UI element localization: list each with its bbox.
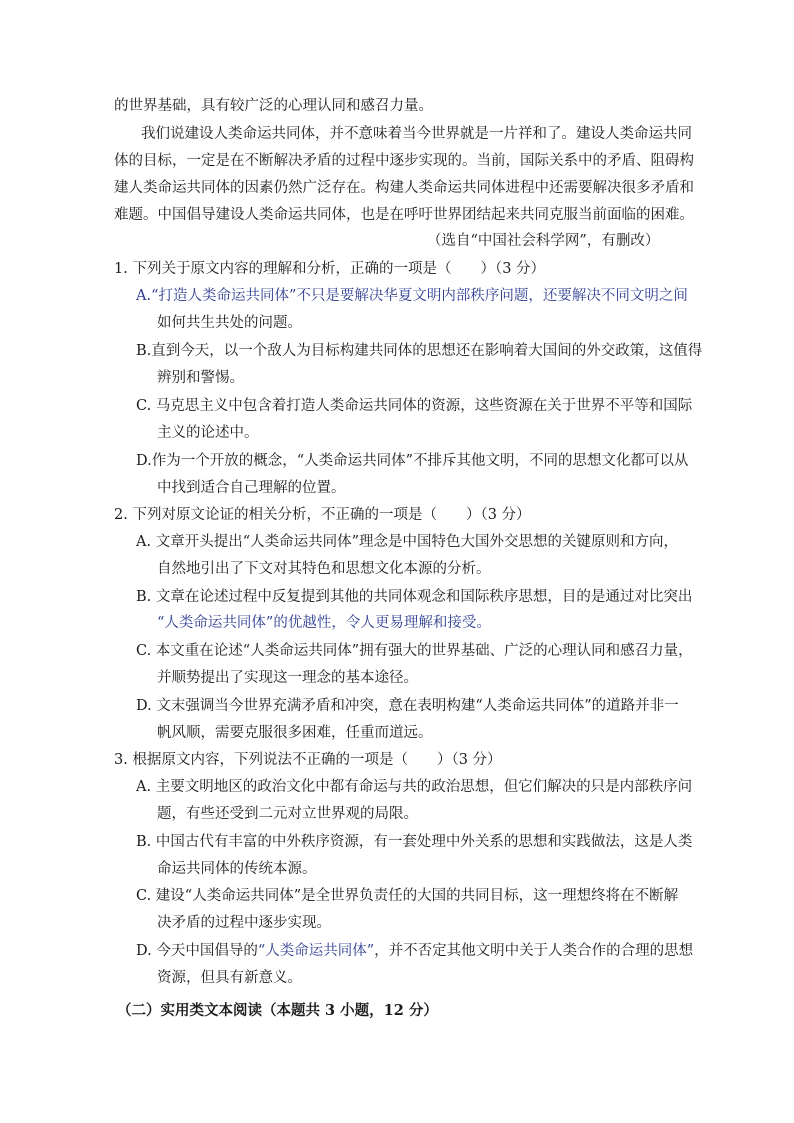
question-2-option-c: C. 本文重在论述“人类命运共同体”拥有强大的世界基础、广泛的心理认同和感召力量，	[136, 643, 693, 659]
passage-line: 我们说建设人类命运共同体，并不意味着当今世界就是一片祥和了。建设人类命运共同	[141, 126, 692, 142]
question-1-option-a: A.“打造人类命运共同体”不只是要解决华夏文明内部秩序问题，还要解决不同文明之间	[136, 288, 688, 304]
question-2-stem: 2. 下列对原文论证的相关分析，不正确的一项是（ ）（3 分）	[114, 507, 531, 523]
question-3-option-c-cont: 决矛盾的过程中逐步实现。	[157, 915, 331, 931]
question-3-option-d	[136, 941, 693, 961]
question-1-option-c-cont: 主义的论述中。	[157, 425, 259, 441]
question-2-option-a-cont: 自然地引出了下文对其特色和思想文化本源的分析。	[157, 561, 491, 577]
section-heading: （二）实用类文本阅读（本题共 3 小题，12 分）	[117, 1002, 438, 1019]
question-1-option-d: D.作为一个开放的概念，“人类命运共同体”不排斥其他文明，不同的思想文化都可以从	[136, 453, 689, 469]
question-3-option-d-cont: 资源，但具有新意义。	[157, 970, 302, 986]
question-1-option-c: C. 马克思主义中包含着打造人类命运共同体的资源，这些资源在关于世界不平等和国际	[136, 398, 693, 414]
question-2-option-b: B. 文章在论述过程中反复提到其他的共同体观念和国际秩序思想，目的是通过对比突出	[136, 589, 693, 605]
question-2-option-a: A. 文章开头提出“人类命运共同体”理念是中国特色大国外交思想的关键原则和方向，	[136, 534, 679, 550]
question-3-stem: 3. 根据原文内容，下列说法不正确的一项是（ ）（3 分）	[114, 752, 502, 768]
passage-line: 体的目标，一定是在不断解决矛盾的过程中逐步实现的。当前，国际关系中的矛盾、阻碍构	[114, 153, 694, 169]
passage-source: （选自“中国社会科学网”，有删改）	[427, 233, 660, 249]
passage-line: 的世界基础，具有较广泛的心理认同和感召力量。	[114, 98, 433, 114]
question-2-option-d-cont: 帆风顺，需要克服很多困难，任重而道远。	[157, 725, 433, 741]
question-3-option-d-text: D. 今天中国倡导的	[136, 943, 258, 959]
question-1-option-b-cont: 辨别和警惕。	[157, 370, 244, 386]
question-1-stem: 1. 下列关于原文内容的理解和分析，正确的一项是（ ）（3 分）	[114, 261, 546, 277]
question-3-option-b-cont: 命运共同体的传统本源。	[157, 861, 317, 877]
question-3-option-d-text-rest: ，并不否定其他文明中关于人类合作的合理的思想	[374, 943, 694, 959]
passage-line: 难题。中国倡导建设人类命运共同体，也是在呼吁世界团结起来共同克服当前面临的困难。	[114, 207, 694, 223]
question-1-option-d-cont: 中找到适合自己理解的位置。	[157, 480, 346, 496]
question-3-option-a-cont: 题，有些还受到二元对立世界观的局限。	[157, 806, 418, 822]
question-2-option-c-cont: 并顺势提出了实现这一理念的基本途径。	[157, 670, 418, 686]
question-3-option-c: C. 建设“人类命运共同体”是全世界负责任的大国的共同目标，这一理想终将在不断解	[136, 888, 679, 904]
passage-line: 建人类命运共同体的因素仍然广泛存在。构建人类命运共同体进程中还需要解决很多矛盾和	[114, 180, 694, 196]
question-3-option-d-highlight: “人类命运共同体”	[257, 943, 375, 959]
question-3-option-a: A. 主要文明地区的政治文化中都有命运与共的政治思想，但它们解决的只是内部秩序问	[136, 779, 693, 795]
question-1-option-a-cont: 如何共生共处的问题。	[157, 315, 302, 331]
question-2-option-d: D. 文末强调当今世界充满矛盾和冲突，意在表明构建“人类命运共同体”的道路并非一	[136, 698, 679, 714]
question-2-option-b-cont: “人类命运共同体”的优越性，令人更易理解和接受。	[157, 615, 491, 631]
question-1-option-b: B.直到今天，以一个敌人为目标构建共同体的思想还在影响着大国间的外交政策，这值得	[136, 343, 703, 359]
question-3-option-b: B. 中国古代有丰富的中外秩序资源，有一套处理中外关系的思想和实践做法，这是人类	[136, 834, 693, 850]
